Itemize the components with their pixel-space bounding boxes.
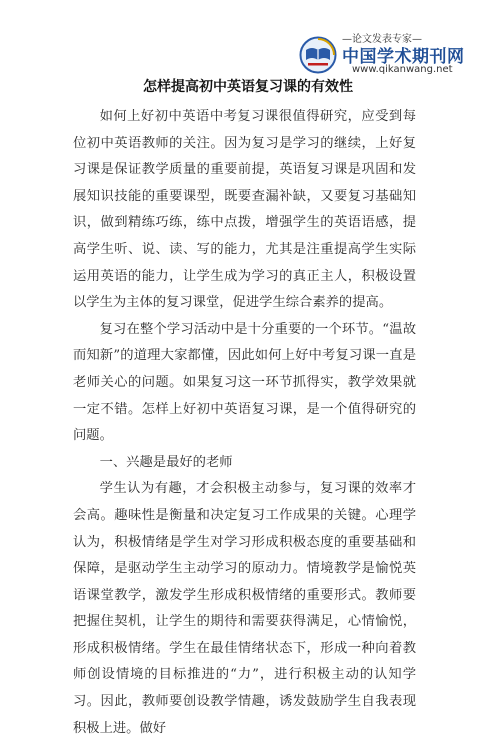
document-title: 怎样提高初中英语复习课的有效性 [143, 79, 353, 95]
paragraph-review: 复习在整个学习活动中是十分重要的一个环节。“温故而知新”的道理大家都懂，因此如何上好中考复习课一直是老师关心的问题。如果复习这一环节抓得实，教学效果就一定不错。怎样上好初中英语复习课，是一个值得研究的问题。 [73, 321, 416, 444]
site-logo [298, 30, 465, 76]
paragraph-interest: 学生认为有趣，才会积极主动参与，复习课的效率才会高。趣味性是衡量和决定复习工作成果的关键。心理学认为，积极情绪是学生对学习形成积极态度的重要基础和保障，是驱动学生主动学习的原动力。情境教学是愉悦英语课堂教学，激发学生形成积极情绪的重要形式。教师要把握住契机，让学生的期待和需要获得满足，心情愉悦，形成积极情绪。学生在最佳情绪状态下，形成一种向着教师创设情境的目标推进的“力”，进行积极主动的认知学习。因此，教师要创设教学情趣，诱发鼓励学生自我表现积极上进。做好 [73, 481, 416, 736]
logo-url: www.qikanwang.net [352, 64, 453, 75]
section-heading-1: 一、兴趣是最好的老师 [99, 454, 233, 470]
logo-slogan: —论文发表专家— [342, 34, 422, 45]
book-emblem-icon [298, 36, 338, 74]
document-body [73, 104, 416, 742]
logo-name: 中国学术期刊网 [342, 47, 465, 67]
paragraph-intro: 如何上好初中英语中考复习课很值得研究，应受到每位初中英语教师的关注。因为复习是学习的继续，上好复习课是保证教学质量的重要前提，英语复习课是巩固和发展知识技能的重要课型，既要查漏补缺，又要复习基础知识，做到精练巧练，练中点拨，增强学生的英语语感，提高学生听、说、读、写的能力，尤其是注重提高学生实际运用英语的能力，让学生成为学习的真正主人，积极设置以学生为主体的复习课堂，促进学生综合素养的提高。 [73, 109, 416, 311]
